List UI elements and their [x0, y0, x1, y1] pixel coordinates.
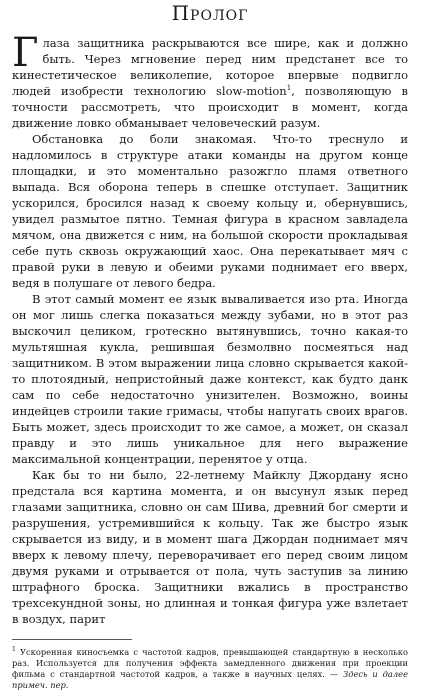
drop-cap: Г — [12, 30, 39, 76]
paragraph-4: Как бы то ни было, 22-летнему Майклу Джордану ясно предстала вся картина момента, и он высунул язык перед глазами защитника, словно он сам Шива, древний бог смерти и разрушения, устремившийся к кольцу. Так же быстро язык скрывается из виду, и в момент шага Джордан поднимает мяч вверх к левому плечу, переворачивает его перед своим лицом двумя руками и отрывается от пола, чуть заступив за линию штрафного броска. Защитники вжались в пространство трехсекундной зоны, но длинная и тонкая фигура уже взлетает в воздух, парит — [12, 468, 408, 626]
footnote-attribution: Здесь и далее примеч. пер. — [12, 668, 408, 690]
footnote-reference[interactable]: 1 — [286, 84, 292, 93]
paragraph-2: Обстановка до боли знакомая. Что-то треснуло и надломилось в структуре атаки команды на другом конце площадки, и это моментально разожгло пламя ответного выпада. Вся оборона теперь в спешке отступает. Защитник ускорился, бросился назад к своему кольцу и, обернувшись, увидел размытое пятно. Темная фигура в красном завладела мячом, она движется с ним, на большой скорости прокладывая себе путь сквозь окружающий хаос. Она перекатывает мяч с правой руки в левую и обеими руками поднимает его вверх, ведя в полушаге от левого бедра. — [12, 132, 408, 290]
footnote — [12, 644, 408, 691]
chapter-body — [12, 30, 408, 627]
paragraph-1-text-after: , позволяющую в точности рассмотреть, что происходит в момент, когда движение ловко обманывает человеческий разум. — [12, 84, 408, 130]
paragraph-3: В этот самый момент ее язык вываливается изо рта. Иногда он мог лишь слегка показаться между зубами, но в этот раз выскочил целиком, гротескно вытянувшись, точно какая-то мультяшная кукла, решившая безмолвно посмеяться над защитником. В этом выражении лица словно скрывается какой-то плотоядный, непристойный даже контекст, как будто данк сам по себе недостаточно унизителен. Возможно, воины индейцев строили такие гримасы, чтобы напугать своих врагов. Быть может, здесь происходит то же самое, а может, он сказал правду и это лишь уникальное для него выражение максимальной концентрации, перенятое у отца. — [12, 292, 408, 466]
footnote-text: Ускоренная киносъемка с частотой кадров, превышающей стандартную в несколько раз. Используется для получения эффекта замедленного движения при проекции фильма с стандартной частотой кадров, а также в научных целях. — — [12, 646, 408, 679]
chapter-title: Пролог — [171, 1, 249, 25]
footnote-divider — [12, 639, 132, 640]
paragraph-1-text: лаза защитника раскрываются все шире, как и должно быть. Через мгновение перед ним предстанет все то кинестетическое великолепие, которое впервые подвигло людей изобрести технологию slow-motion — [12, 36, 408, 98]
paragraph-1 — [12, 30, 408, 131]
footnote-number: 1 — [12, 646, 16, 653]
